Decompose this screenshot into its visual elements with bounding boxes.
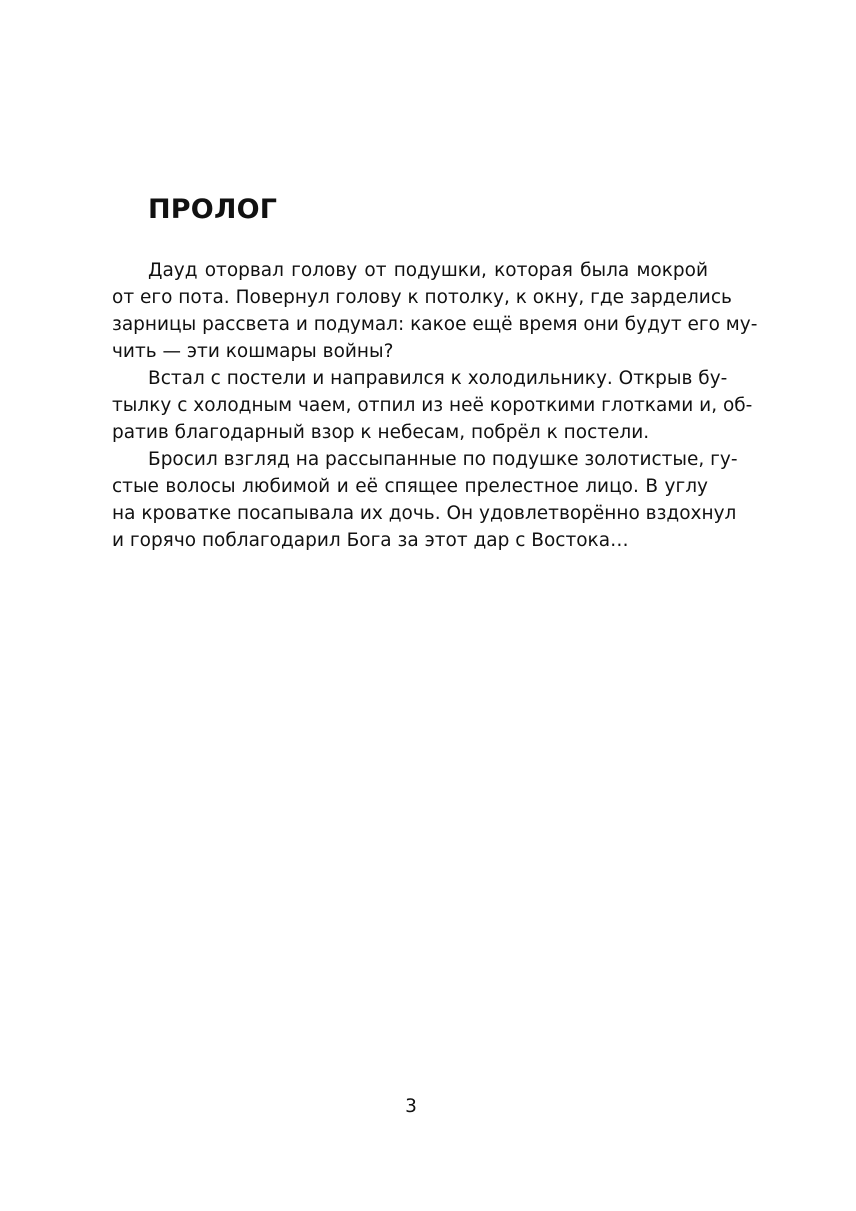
page-number: 3	[405, 1096, 417, 1117]
paragraph-3-line-4: и горячо поблагодарил Бога за этот дар с Востока…	[112, 530, 629, 551]
paragraph-2-line-3: ратив благодарный взор к небесам, побрёл к постели.	[112, 422, 650, 443]
paragraph-3-line-3: на кроватке посапывала их дочь. Он удовлетворённо вздохнул	[112, 503, 737, 524]
paragraph-3-line-1: Бросил взгляд на рассыпанные по подушке золотистые, гу-	[148, 449, 738, 470]
paragraph-3-line-2: стые волосы любимой и её спящее прелестное лицо. В углу	[112, 476, 708, 497]
paragraph-2-line-2: тылку с холодным чаем, отпил из неё короткими глотками и, об-	[112, 395, 753, 416]
paragraph-1-line-2: от его пота. Повернул голову к потолку, к окну, где зарделись	[112, 287, 732, 308]
chapter-title: ПРОЛОГ	[148, 194, 278, 225]
paragraph-2-line-1: Встал с постели и направился к холодильнику. Открыв бу-	[148, 368, 728, 389]
chapter-body	[112, 257, 758, 554]
paragraph-1-line-3: зарницы рассвета и подумал: какое ещё время они будут его му-	[112, 314, 758, 335]
paragraph-1-line-4: чить — эти кошмары войны?	[112, 341, 394, 362]
paragraph-1-line-1: Дауд оторвал голову от подушки, которая была мокрой	[148, 260, 708, 281]
